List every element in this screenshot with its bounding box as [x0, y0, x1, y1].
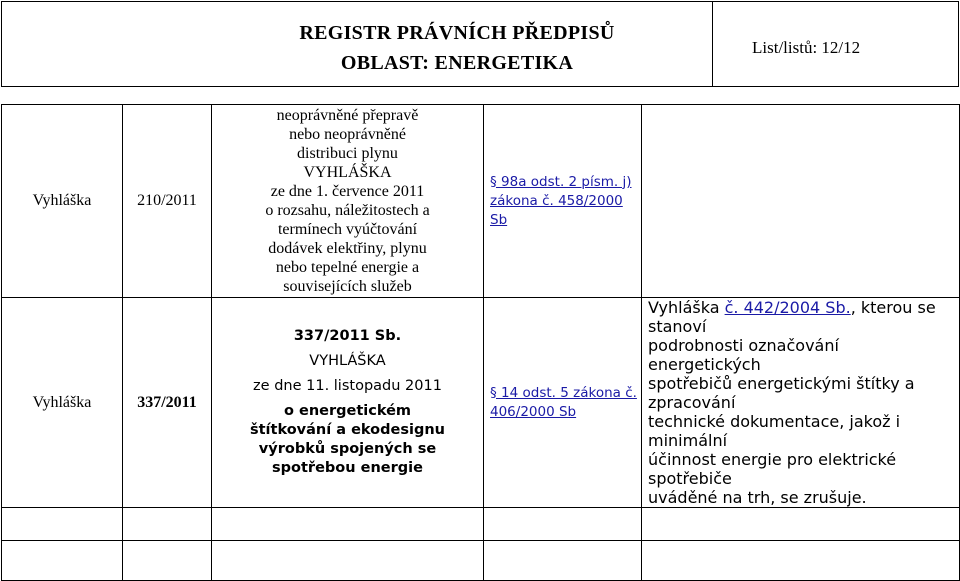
- note-text: spotřebičů energetickými štítky a zpracování: [648, 374, 915, 412]
- reference-link[interactable]: Sb: [490, 211, 508, 228]
- register-area: OBLAST: ENERGETIKA: [340, 52, 574, 74]
- doc-number: 210/2011: [123, 105, 212, 298]
- title-line: nebo neoprávněné: [289, 126, 406, 143]
- table-row: [2, 298, 960, 508]
- doc-type: Vyhláška: [2, 298, 123, 508]
- note-text: podrobnosti označování energetických: [648, 336, 839, 374]
- table-row: [2, 541, 960, 581]
- header-divider: [712, 2, 713, 86]
- title-line: termínech vyúčtování: [277, 221, 418, 238]
- note-text: uváděné na trh, se zrušuje.: [648, 488, 867, 507]
- title-line: ze dne 1. července 2011: [270, 183, 425, 200]
- doc-title: [212, 298, 484, 508]
- note-cell: [642, 105, 960, 298]
- empty-cell: [212, 541, 484, 581]
- title-line: VYHLÁŠKA: [309, 353, 386, 369]
- empty-cell: [642, 508, 960, 541]
- legal-reference: [484, 298, 642, 508]
- title-line: distribuci plynu: [297, 145, 398, 162]
- title-line: o energetickém: [283, 403, 412, 419]
- page-indicator: List/listů: 12/12: [752, 38, 861, 57]
- reference-link[interactable]: zákona č. 458/2000: [490, 192, 623, 209]
- doc-type: Vyhláška: [2, 105, 123, 298]
- note-text: , kterou se stanoví: [648, 298, 936, 336]
- repealed-regulation-link[interactable]: č. 442/2004 Sb.: [724, 298, 851, 317]
- table-row: [2, 508, 960, 541]
- reference-link[interactable]: 406/2000 Sb: [490, 403, 577, 420]
- title-line: neoprávněné přepravě: [276, 107, 419, 124]
- table-row: [2, 105, 960, 298]
- reference-link[interactable]: § 98a odst. 2 písm. j): [490, 173, 632, 190]
- title-line: výrobků spojených se: [258, 441, 437, 457]
- empty-cell: [484, 508, 642, 541]
- note-cell: [642, 298, 960, 508]
- note-text: účinnost energie pro elektrické spotřebiče: [648, 450, 897, 488]
- regulations-table: [1, 104, 960, 581]
- legal-reference: [484, 105, 642, 298]
- register-title: REGISTR PRÁVNÍCH PŘEDPISŮ: [299, 22, 615, 44]
- empty-cell: [123, 508, 212, 541]
- empty-cell: [2, 508, 123, 541]
- empty-cell: [123, 541, 212, 581]
- title-line: dodávek elektřiny, plynu: [268, 240, 427, 257]
- note-prefix: Vyhláška: [648, 298, 725, 317]
- title-line: o rozsahu, náležitostech a: [265, 202, 430, 219]
- empty-cell: [2, 541, 123, 581]
- title-line: souvisejících služeb: [283, 278, 412, 295]
- title-line: spotřebou energie: [272, 460, 423, 476]
- empty-cell: [212, 508, 484, 541]
- title-line: nebo tepelné energie a: [275, 259, 420, 276]
- doc-number: 337/2011: [123, 298, 212, 508]
- title-line: ze dne 11. listopadu 2011: [253, 378, 442, 394]
- doc-title: [212, 105, 484, 298]
- title-line: štítkování a ekodesignu: [250, 422, 445, 438]
- note-text: technické dokumentace, jakož i minimální: [648, 412, 901, 450]
- reference-link[interactable]: § 14 odst. 5 zákona č.: [490, 384, 637, 401]
- document-header: [1, 1, 959, 87]
- empty-cell: [484, 541, 642, 581]
- empty-cell: [642, 541, 960, 581]
- title-line: VYHLÁŠKA: [303, 164, 392, 181]
- title-line: 337/2011 Sb.: [293, 328, 402, 344]
